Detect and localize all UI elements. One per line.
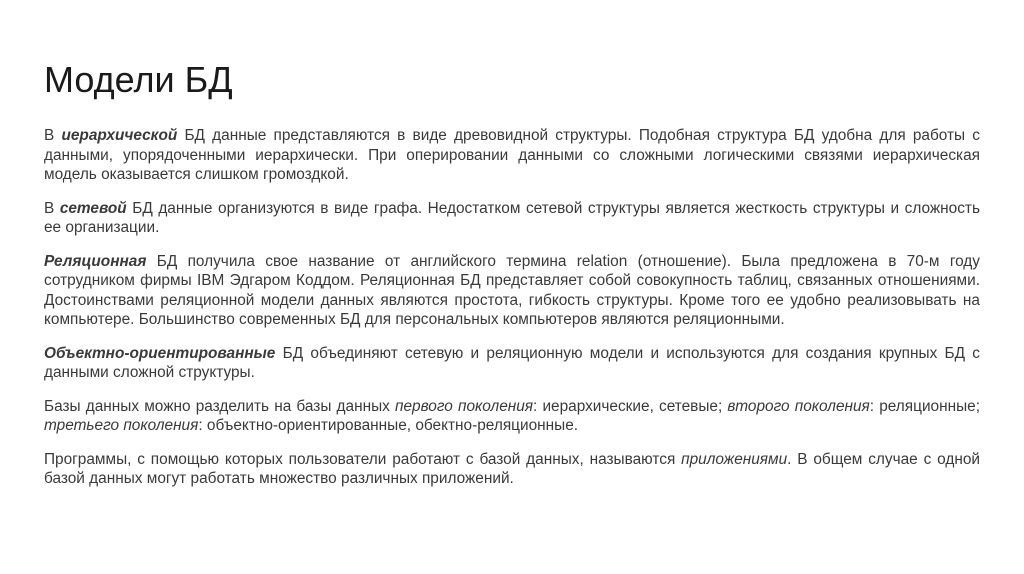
text-segment: : объектно-ориентированные, обектно-реляционные. [198, 417, 579, 434]
text-segment: БД данные представляются в виде древовидной структуры. Подобная структура БД удобна для работы с данными, упорядоченными иерархически. При оперировании данными со сложными логическими связями иерархическая модель оказывается слишком громоздкой. [44, 127, 981, 183]
paragraph-object-oriented [44, 344, 980, 383]
paragraph-generations [44, 397, 980, 436]
term-relational: Реляционная [44, 252, 147, 270]
paragraph-hierarchical [44, 126, 980, 185]
term-network: сетевой [59, 199, 127, 217]
text-segment: БД получила свое название от английского термина relation (отношение). Была предложена в 70-м году сотрудником фирмы IBM Эдгаром Коддом. Реляционная БД представляет собой совокупность таблиц, связанных отношениями. Достоинствами реляционной модели данных являются простота, гибкость структуры. Кроме того ее удобно реализовывать на компьютере. Большинство современных БД для персональных компьютеров являются реляционными. [44, 252, 980, 328]
text-segment: Базы данных можно разделить на базы данных [44, 397, 396, 415]
paragraph-relational [44, 252, 980, 330]
term-object-oriented: Объектно-ориентированные [44, 344, 276, 362]
slide-title: Модели БД [44, 59, 233, 100]
term-first-generation: первого поколения [395, 397, 534, 415]
text-segment: БД данные организуются в виде графа. Недостатком сетевой структуры является жесткость структуры и сложность ее организации. [44, 199, 980, 236]
slide-body [44, 126, 980, 503]
term-third-generation: третьего поколения [44, 417, 199, 434]
text-segment: В [44, 199, 60, 217]
text-segment: : иерархические, сетевые; [533, 397, 728, 415]
text-segment: БД объединяют сетевую и реляционную модели и используются для создания крупных БД с данными сложной структуры. [44, 344, 980, 381]
text-segment: : реляционные; [869, 397, 980, 415]
paragraph-network [44, 199, 980, 238]
term-hierarchical: иерархической [61, 127, 178, 144]
term-applications: приложениями [681, 450, 788, 468]
term-second-generation: второго поколения [727, 397, 870, 415]
text-segment: . В общем случае с одной базой данных могут работать множество различных приложений. [44, 450, 980, 487]
text-segment: В [44, 127, 62, 144]
text-segment: Программы, с помощью которых пользователи работают с базой данных, называются [44, 450, 682, 468]
paragraph-applications [44, 450, 980, 489]
